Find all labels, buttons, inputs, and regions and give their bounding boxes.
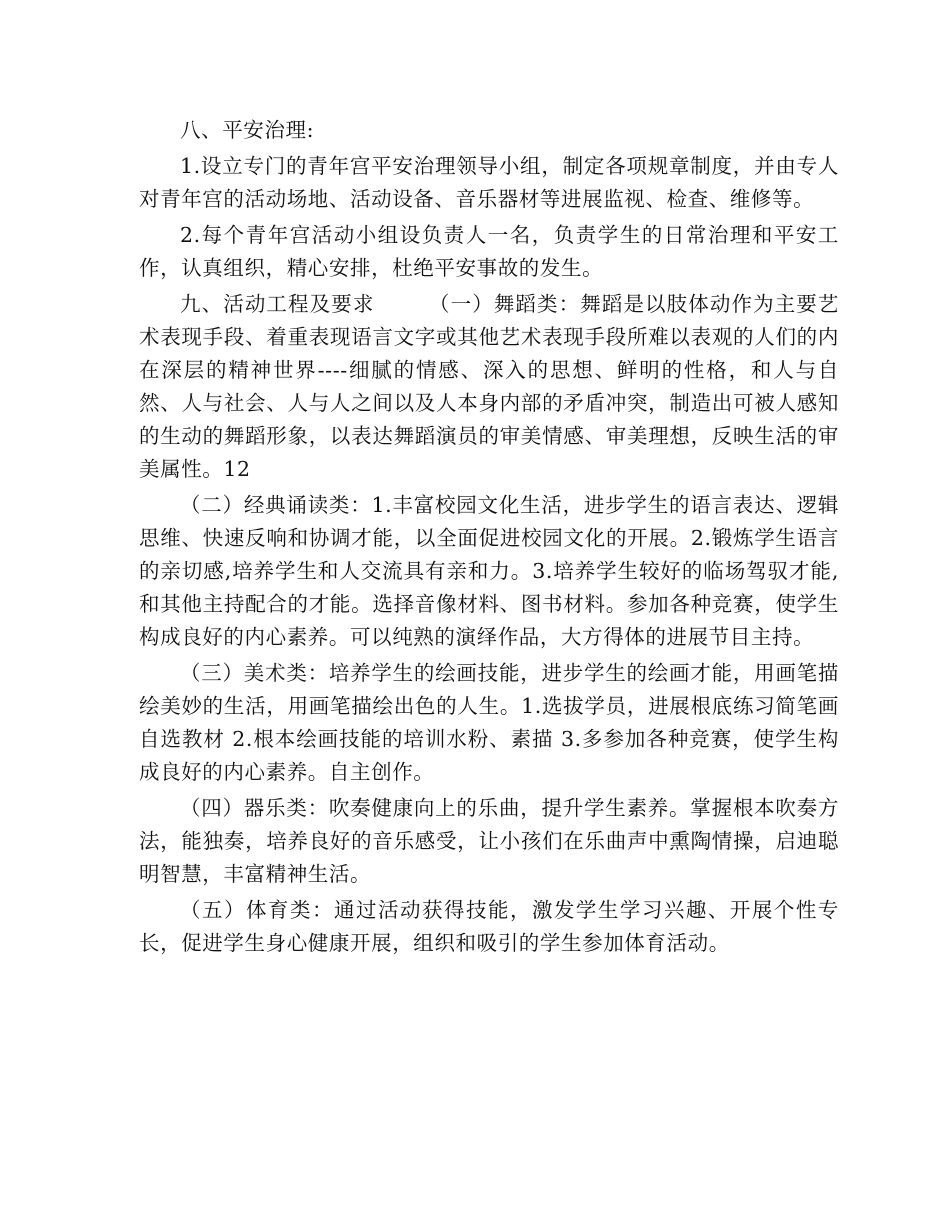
section-heading-safety: 八、平安治理:: [180, 118, 315, 142]
paragraph-classic-reading: （二）经典诵读类：1.丰富校园文化生活，进步学生的语言表达、逻辑思维、快速反响和协调才能，以全面促进校园文化的开展。2.锻炼学生语言的亲切感,培养学生和人交流具有亲和力。3.培养学生较好的临场驾驭才能,和其他主持配合的才能。选择音像材料、图书材料。参加各种竞赛，使学生构成良好的内心素养。可以纯熟的演绎作品，大方得体的进展节目主持。: [139, 493, 839, 649]
paragraph-fine-arts: （三）美术类：培养学生的绘画技能，进步学生的绘画才能，用画笔描绘美妙的生活，用画笔描绘出色的人生。1.选拔学员，进展根底练习简笔画自选教材 2.根本绘画技能的培训水粉、素描 3.多参加各种竞赛，使学生构成良好的内心素养。自主创作。: [139, 661, 839, 784]
paragraph-instrumental-music: （四）器乐类：吹奏健康向上的乐曲，提升学生素养。掌握根本吹奏方法，能独奏，培养良好的音乐感受，让小孩们在乐曲声中熏陶情操，启迪聪明智慧，丰富精神生活。: [139, 796, 839, 886]
paragraph-sports: （五）体育类：通过活动获得技能，激发学生学习兴趣、开展个性专长，促进学生身心健康开展，组织和吸引的学生参加体育活动。: [139, 898, 839, 955]
paragraph-safety-2: 2.每个青年宫活动小组设负责人一名，负责学生的日常治理和平安工作，认真组织，精心安排，杜绝平安事故的发生。: [139, 223, 839, 280]
paragraph-activities-dance: 九、活动工程及要求 （一）舞蹈类：舞蹈是以肢体动作为主要艺术表现手段、着重表现语言文字或其他艺术表现手段所难以表观的人们的内在深层的精神世界----细腻的情感、深入的思想、鲜明的性格，和人与自然、人与社会、人与人之间以及人本身内部的矛盾冲突，制造出可被人感知的生动的舞蹈形象，以表达舞蹈演员的审美情感、审美理想，反映生活的审美属性。12: [139, 292, 839, 481]
paragraph-safety-1: 1.设立专门的青年宫平安治理领导小组，制定各项规章制度，并由专人对青年宫的活动场地、活动设备、音乐器材等进展监视、检查、维修等。: [139, 154, 839, 211]
document-body: [139, 114, 839, 963]
